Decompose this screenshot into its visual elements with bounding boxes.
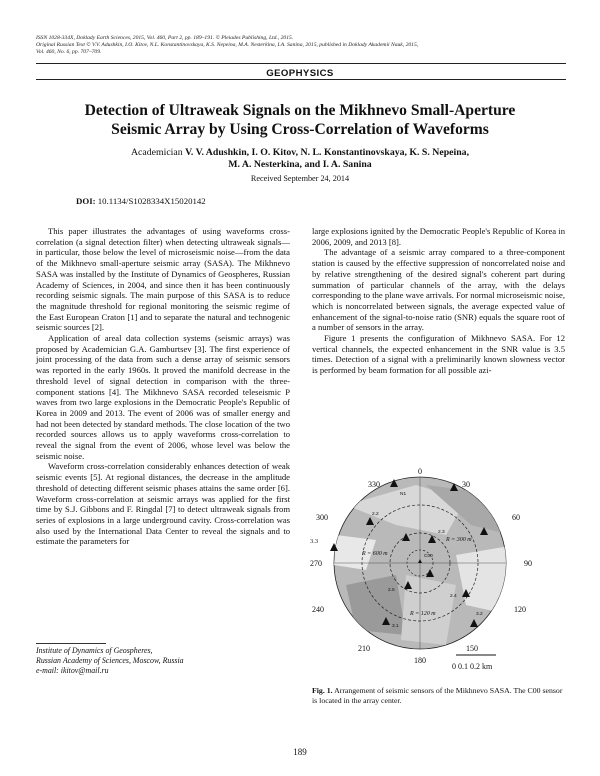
azimuth-label: 60 bbox=[512, 513, 520, 522]
azimuth-label: 240 bbox=[312, 605, 324, 614]
azimuth-label: 150 bbox=[466, 644, 478, 653]
azimuth-label: 90 bbox=[524, 559, 532, 568]
station-label: C00 bbox=[424, 554, 433, 559]
array-map-figure bbox=[306, 465, 566, 665]
paragraph: Waveform cross-correlation considerably enhances detection of weak seismic events [5]. At regional distances, the decrease in the amplitude threshold of detecting different seismic phases attains the same order [6]. Waveform cross-correlation at seismic arrays was applied for the first time by S.J. Gibbons and F. Ringdal [7] to detect ultraweak signals from series of explosions in a large underground cavity. Cross-correlation was also used by the International Data Center to reveal the signals and to estimate the parameters for bbox=[36, 461, 290, 547]
title-line-1: Detection of Ultraweak Signals on the Mikhnevo Small-Aperture bbox=[84, 102, 516, 119]
header-line-2: Original Russian Text © V.V. Adushkin, I.O. Kitov, N.L. Konstantinovskaya, K.S. Nepeina, M.A. Nesterkina, I.A. Sanina, 2015, published in Doklady Akademii Nauk, 2015, bbox=[36, 42, 419, 49]
affiliation-line-2: Russian Academy of Sciences, Moscow, Russia bbox=[36, 656, 184, 665]
paragraph: This paper illustrates the advantages of using waveforms cross-correlation (a signal detection filter) when detecting ultraweak signals—in particular, those below the level of microseismic noise—from the data of the Mikhnevo small-aperture seismic array (SASA). The Mikhnevo SASA was installed by the Institute of Dynamics of Geospheres, Russian Academy of Sciences, in 2004, and since then it has been continuously recording seismic signals. The main purpose of this SASA is to reduce the magnitude threshold for regional monitoring the seismic regime of the East European Craton [1] and to separate the natural and technogenic seismic sources [2]. bbox=[36, 226, 290, 333]
authors-line-2: M. A. Nesterkina, and I. A. Sanina bbox=[228, 159, 372, 170]
azimuth-label: 180 bbox=[414, 656, 426, 665]
authors bbox=[60, 147, 540, 171]
header-rule-top bbox=[36, 63, 566, 64]
azimuth-label: 270 bbox=[310, 559, 322, 568]
azimuth-label: 330 bbox=[368, 480, 380, 489]
side-label: 3.3 bbox=[309, 538, 319, 545]
header-rule-bottom bbox=[36, 79, 566, 80]
affiliation-email: e-mail: ikitov@mail.ru bbox=[36, 666, 109, 675]
station-label: 3.1 bbox=[392, 624, 399, 629]
station-label: 2.5 bbox=[388, 588, 395, 593]
caption-text: Arrangement of seismic sensors of the Mikhnevo SASA. The C00 sensor is located in the array center. bbox=[312, 686, 563, 705]
title-line-2: Seismic Array by Using Cross-Correlation of Waveforms bbox=[111, 121, 489, 138]
authors-line-1: V. V. Adushkin, I. O. Kitov, N. L. Konstantinovskaya, K. S. Nepeina, bbox=[185, 147, 470, 158]
paragraph: Figure 1 presents the configuration of Mikhnevo SASA. For 12 vertical channels, the expected enhancement in the SNR value is 3.5 times. Detection of a signal with a preliminarily known slowness vector is performed by beam formation for all possible azi- bbox=[312, 333, 565, 376]
left-column bbox=[36, 226, 290, 547]
authors-prefix: Academician bbox=[130, 147, 186, 158]
header-line-3: Vol. 460, No. 6, pp. 707–709. bbox=[36, 49, 102, 56]
azimuth-label: 30 bbox=[462, 480, 470, 489]
scale-label: 0 0.1 0.2 km bbox=[452, 662, 493, 671]
paragraph: The advantage of a seismic array compared to a three-component station is caused by the effective suppression of noncorrelated noise and by relative strengthening of the desired signal's coherent part during summation of particular channels of the array, with the delays corresponding to the plane wave arrivals. For normal microseismic noise, which is noncorrelated between signals, the average expected value of enhancement of the signal-to-noise ratio (SNR) equals the square root of a number of sensors in the array. bbox=[312, 247, 565, 333]
doi-label: DOI: bbox=[76, 196, 96, 206]
doi-value: 10.1134/S1028334X15020142 bbox=[95, 196, 206, 206]
footnote-rule bbox=[36, 643, 106, 644]
header-line-1: ISSN 1028-334X, Doklady Earth Sciences, 2015, Vol. 460, Part 2, pp. 189–191. © Pleiades Publishing, Ltd., 2015. bbox=[36, 35, 294, 41]
station-label: 2.4 bbox=[450, 594, 457, 599]
station-label: N1 bbox=[400, 492, 407, 497]
right-column bbox=[312, 226, 565, 376]
caption-label: Fig. 1. bbox=[312, 686, 333, 695]
azimuth-label: 210 bbox=[358, 644, 370, 653]
radius-label: R = 600 m bbox=[362, 551, 388, 557]
radius-label: R = 120 m bbox=[410, 611, 436, 617]
radius-label: R = 300 m bbox=[446, 537, 472, 543]
affiliation bbox=[36, 646, 184, 676]
affiliation-line-1: Institute of Dynamics of Geospheres, bbox=[36, 646, 153, 655]
received-date: Received September 24, 2014 bbox=[250, 174, 350, 183]
station-label: 2.3 bbox=[438, 530, 445, 535]
paragraph: large explosions ignited by the Democratic People's Republic of Korea in 2006, 2009, and 2013 [8]. bbox=[312, 226, 565, 247]
doi bbox=[76, 196, 206, 206]
figure-caption bbox=[312, 686, 566, 705]
journal-header bbox=[36, 35, 566, 57]
station-label: 3.2 bbox=[476, 612, 483, 617]
azimuth-label: 300 bbox=[316, 513, 328, 522]
paragraph: Application of areal data collection systems (seismic arrays) was proposed by Academician G.A. Gamburtsev [3]. The first experience of joint processing of the data from such a dense array of seismic sensors was reported in the early 1960s. It proved the manifold decrease in the threshold level of signal detection in comparison with the three-component stations [4]. The Mikhnevo SASA recorded teleseismic P waves from two large explosions in the Democratic People's Republic of Korea in 2009 and 2013. The event of 2006 was of smaller energy and had not been detected by standard methods. The close location of the two recorded sources allows us to apply waveforms cross-correlation to reveal the signal from the event of 2006, whose level was below the seismic noise. bbox=[36, 333, 290, 461]
section-label: GEOPHYSICS bbox=[266, 68, 334, 79]
azimuth-label: 120 bbox=[514, 605, 526, 614]
azimuth-label: 0 bbox=[418, 467, 422, 476]
paper-title bbox=[40, 101, 560, 139]
page-number: 189 bbox=[293, 747, 307, 757]
station-label: 2.2 bbox=[372, 512, 379, 517]
